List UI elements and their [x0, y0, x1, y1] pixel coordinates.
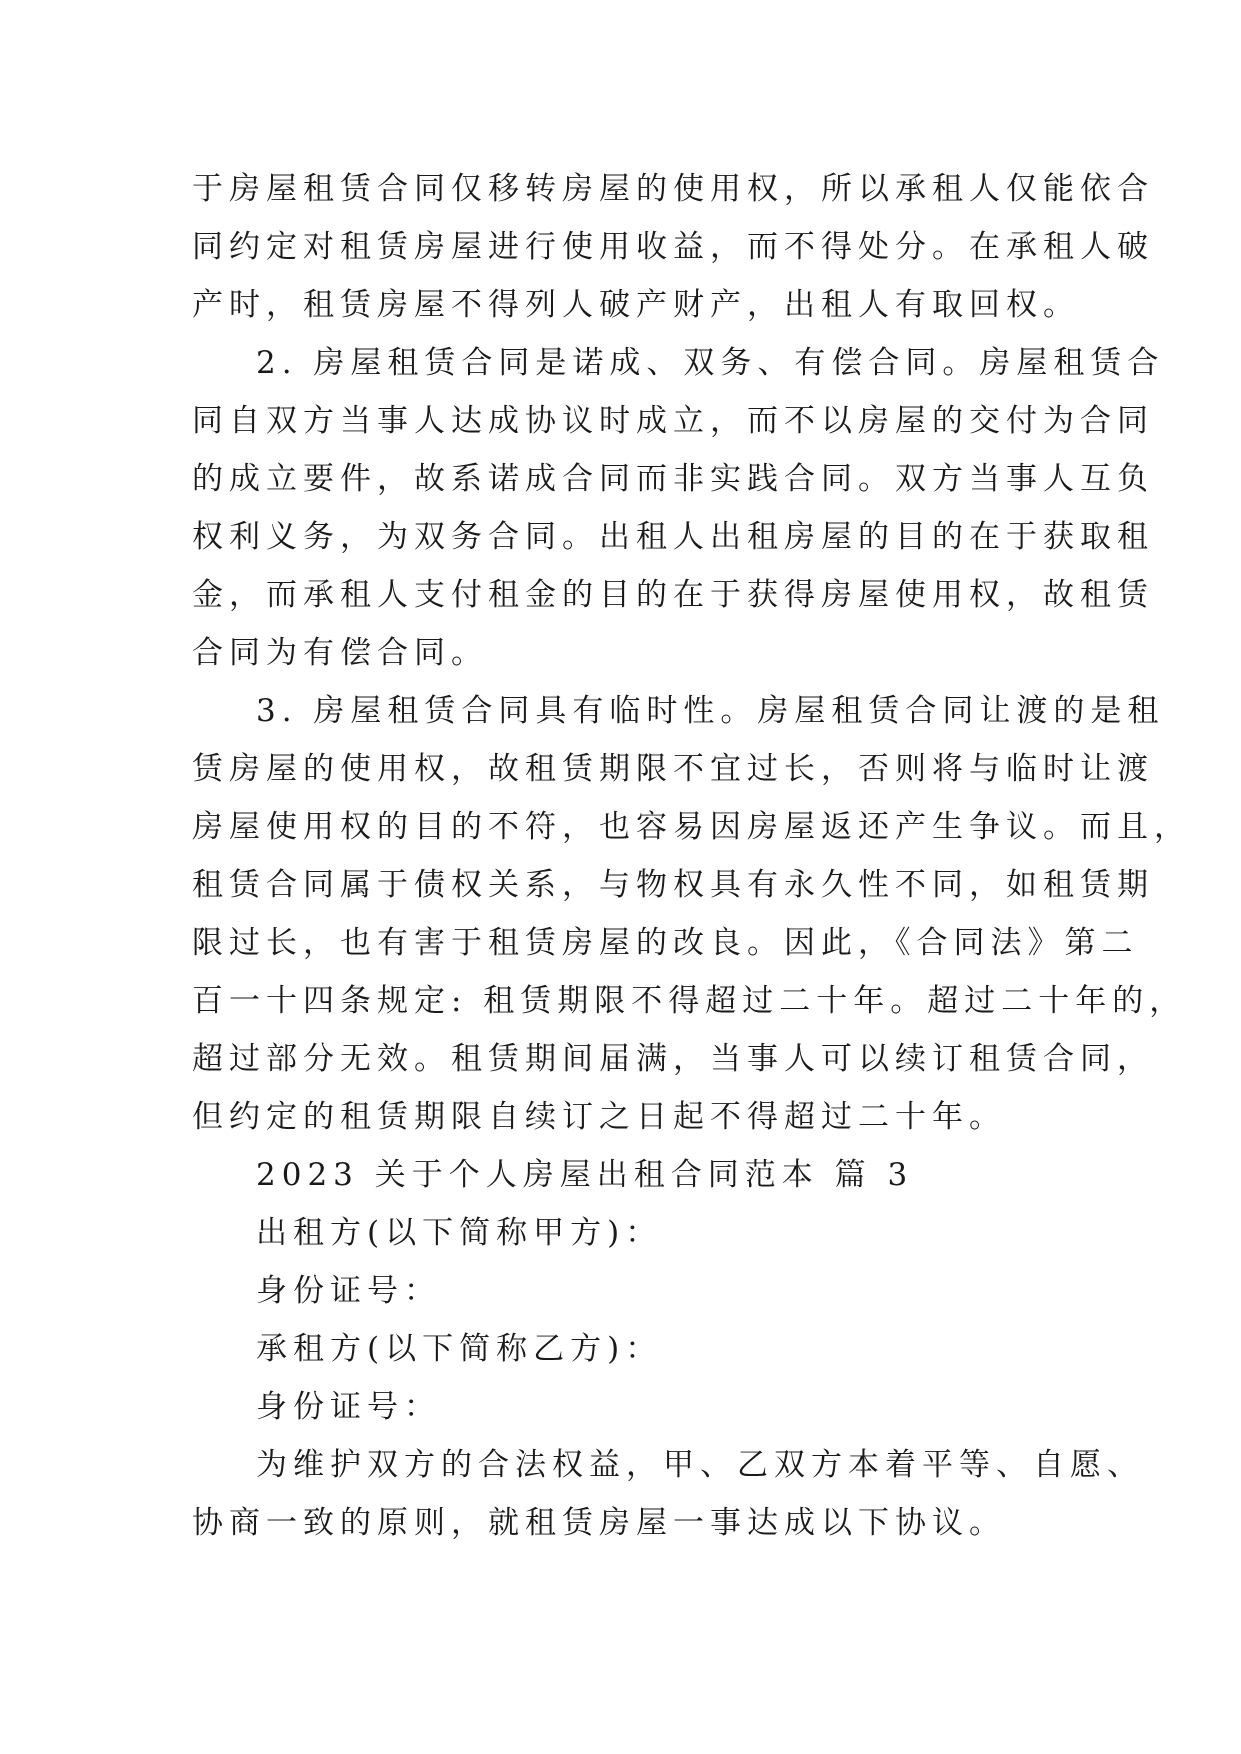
- text-line: 2. 房屋租赁合同是诺成、双务、有偿合同。房屋租赁合: [256, 345, 1165, 381]
- document-body: [192, 160, 1191, 1552]
- text-line: 于房屋租赁合同仅移转房屋的使用权，所以承租人仅能依合: [192, 171, 1154, 207]
- text-line: 合同为有偿合同。: [192, 635, 488, 671]
- lessor-field: [192, 1204, 1062, 1262]
- lessee-field: [192, 1320, 1062, 1378]
- text-line: 百一十四条规定: 租赁期限不得超过二十年。超过二十年的，: [192, 983, 1187, 1019]
- text-line: 限过长，也有害于租赁房屋的改良。因此，《合同法》第二: [192, 925, 1139, 961]
- paragraph: [192, 160, 1154, 334]
- text-line: 权利义务，为双务合同。出租人出租房屋的目的在于获取租: [192, 519, 1154, 555]
- text-line: 产时，租赁房屋不得列人破产财产，出租人有取回权。: [192, 287, 1080, 323]
- lessee-id-field: [192, 1378, 1062, 1436]
- paragraph: [192, 1436, 1144, 1552]
- text-line: 的成立要件，故系诺成合同而非实践合同。双方当事人互负: [192, 461, 1154, 497]
- text-line: 同约定对租赁房屋进行使用收益，而不得处分。在承租人破: [192, 229, 1154, 265]
- text-line: 租赁合同属于债权关系，与物权具有永久性不同，如租赁期: [192, 867, 1154, 903]
- text-line: 赁房屋的使用权，故租赁期限不宜过长，否则将与临时让渡: [192, 751, 1154, 787]
- heading-line: 2023 关于个人房屋出租合同范本 篇 3: [256, 1157, 914, 1193]
- field-label: 承租方(以下简称乙方)：: [256, 1331, 663, 1367]
- text-line: 但约定的租赁期限自续订之日起不得超过二十年。: [192, 1099, 1006, 1135]
- field-label: 身份证号：: [256, 1389, 441, 1425]
- section-heading: [192, 1146, 1062, 1204]
- text-line: 同自双方当事人达成协议时成立，而不以房屋的交付为合同: [192, 403, 1154, 439]
- text-line: 房屋使用权的目的不符，也容易因房屋返还产生争议。而且，: [192, 809, 1191, 845]
- field-label: 出租方(以下简称甲方)：: [256, 1215, 663, 1251]
- lessor-id-field: [192, 1262, 1062, 1320]
- paragraph: [192, 682, 1191, 1146]
- field-label: 身份证号：: [256, 1273, 441, 1309]
- text-line: 为维护双方的合法权益，甲、乙双方本着平等、自愿、: [256, 1447, 1144, 1483]
- paragraph: [192, 334, 1165, 682]
- text-line: 超过部分无效。租赁期间届满，当事人可以续订租赁合同，: [192, 1041, 1154, 1077]
- text-line: 3. 房屋租赁合同具有临时性。房屋租赁合同让渡的是租: [256, 693, 1165, 729]
- text-line: 协商一致的原则，就租赁房屋一事达成以下协议。: [192, 1505, 1006, 1541]
- text-line: 金，而承租人支付租金的目的在于获得房屋使用权，故租赁: [192, 577, 1154, 613]
